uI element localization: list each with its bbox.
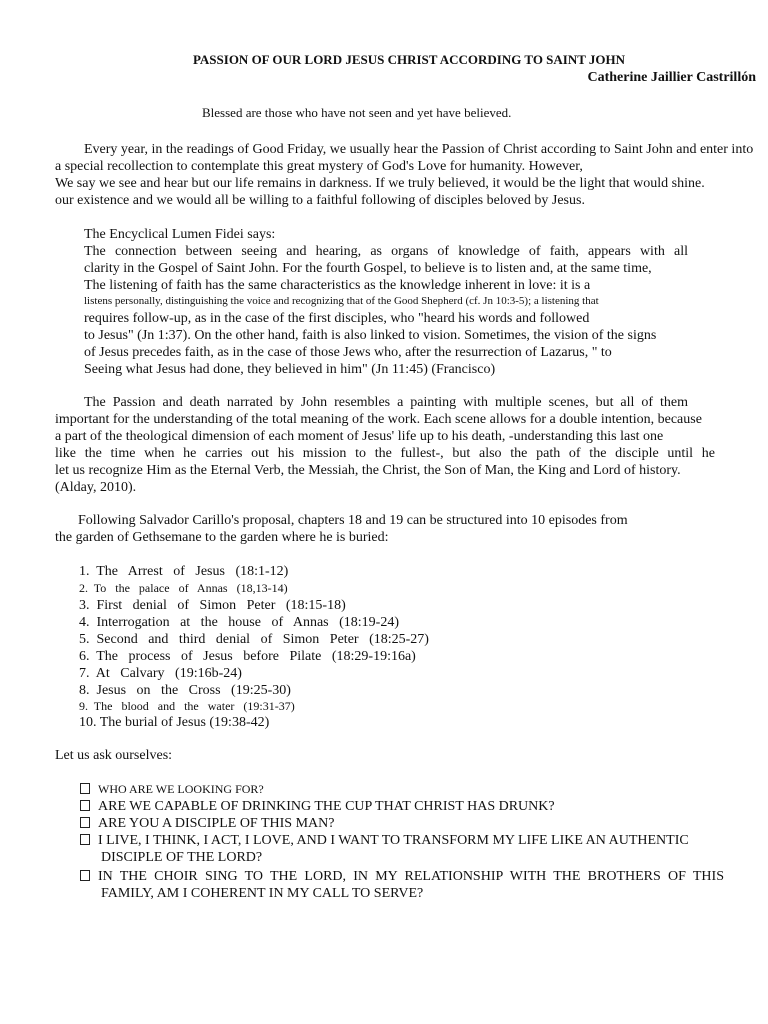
quote-line: The listening of faith has the same characteristics as the knowledge inherent in love: it is a (84, 278, 591, 293)
bullet-box-icon (80, 783, 90, 794)
passion-line: The Passion and death narrated by John resembles a painting with multiple scenes, but all of them (84, 395, 688, 410)
list-item: IN THE CHOIR SING TO THE LORD, IN MY RELATIONSHIP WITH THE BROTHERS OF THIS (80, 868, 726, 885)
carillo-line: Following Salvador Carillo's proposal, chapters 18 and 19 can be structured into 10 episodes from (78, 513, 628, 528)
document-title: PASSION OF OUR LORD JESUS CHRIST ACCORDING TO SAINT JOHN (192, 52, 626, 67)
author-name: Catherine Jaillier Castrillón (587, 70, 756, 85)
question-continuation: FAMILY, AM I COHERENT IN MY CALL TO SERVE? (101, 886, 424, 901)
epigraph: Blessed are those who have not seen and yet have believed. (202, 105, 512, 120)
list-item: 9. The blood and the water (19:31-37) (79, 699, 295, 713)
bullet-box-icon (80, 800, 90, 811)
list-item: 3. First denial of Simon Peter (18:15-18) (79, 598, 346, 613)
intro-line: We say we see and hear but our life remains in darkness. If we truly believed, it would be the light that would shine. (55, 176, 705, 191)
quote-line: of Jesus precedes faith, as in the case of those Jews who, after the resurrection of Lazarus, " to (84, 345, 612, 360)
bullet-box-icon (80, 817, 90, 828)
quote-line: requires follow-up, as in the case of the first disciples, who "heard his words and followed (84, 311, 590, 326)
intro-line: Every year, in the readings of Good Friday, we usually hear the Passion of Christ according to Saint John and enter into (84, 142, 754, 157)
passion-line: (Alday, 2010). (55, 480, 137, 495)
list-item: 5. Second and third denial of Simon Peter (18:25-27) (79, 632, 429, 647)
list-item: 7. At Calvary (19:16b-24) (79, 666, 242, 681)
intro-line: a special recollection to contemplate this great mystery of God's Love for humanity. However, (55, 159, 583, 174)
passion-line: important for the understanding of the total meaning of the work. Each scene allows for a double intention, because (55, 412, 702, 427)
quote-line: Seeing what Jesus had done, they believed in him" (Jn 11:45) (Francisco) (84, 362, 496, 377)
encyclical-heading: The Encyclical Lumen Fidei says: (84, 227, 276, 242)
ask-heading: Let us ask ourselves: (55, 748, 173, 763)
bullet-box-icon (80, 870, 90, 881)
list-item: 10. The burial of Jesus (19:38-42) (79, 715, 270, 730)
quote-line: listens personally, distinguishing the voice and recognizing that of the Good Shepherd (cf. Jn 10:3-5); a listening that (84, 295, 599, 307)
list-item: ARE YOU A DISCIPLE OF THIS MAN? (80, 815, 334, 832)
question-continuation: DISCIPLE OF THE LORD? (101, 850, 263, 865)
list-item: 1. The Arrest of Jesus (18:1-12) (79, 564, 289, 579)
quote-line: The connection between seeing and hearing, as organs of knowledge of faith, appears with all (84, 244, 688, 259)
list-item: 4. Interrogation at the house of Annas (18:19-24) (79, 615, 399, 630)
list-item: I LIVE, I THINK, I ACT, I LOVE, AND I WANT TO TRANSFORM MY LIFE LIKE AN AUTHENTIC (80, 832, 689, 849)
intro-line: our existence and we would all be willing to a faithful following of disciples beloved by Jesus. (55, 193, 585, 208)
passion-line: like the time when he carries out his mission to the fullest-, but also the path of the disciple until he (55, 446, 715, 461)
carillo-line: the garden of Gethsemane to the garden where he is buried: (55, 530, 389, 545)
passion-line: a part of the theological dimension of each moment of Jesus' life up to his death, -understanding this last one (55, 429, 664, 444)
list-item: ARE WE CAPABLE OF DRINKING THE CUP THAT CHRIST HAS DRUNK? (80, 798, 555, 815)
quote-line: clarity in the Gospel of Saint John. For the fourth Gospel, to believe is to listen and, at the same time, (84, 261, 652, 276)
passion-line: let us recognize Him as the Eternal Verb, the Messiah, the Christ, the Son of Man, the King and Lord of history. (55, 463, 681, 478)
list-item: 2. To the palace of Annas (18,13-14) (79, 581, 288, 595)
list-item: 6. The process of Jesus before Pilate (18:29-19:16a) (79, 649, 416, 664)
bullet-box-icon (80, 834, 90, 845)
quote-line: to Jesus" (Jn 1:37). On the other hand, faith is also linked to vision. Sometimes, the vision of the signs (84, 328, 657, 343)
list-item: WHO ARE WE LOOKING FOR? (80, 781, 264, 798)
list-item: 8. Jesus on the Cross (19:25-30) (79, 683, 291, 698)
